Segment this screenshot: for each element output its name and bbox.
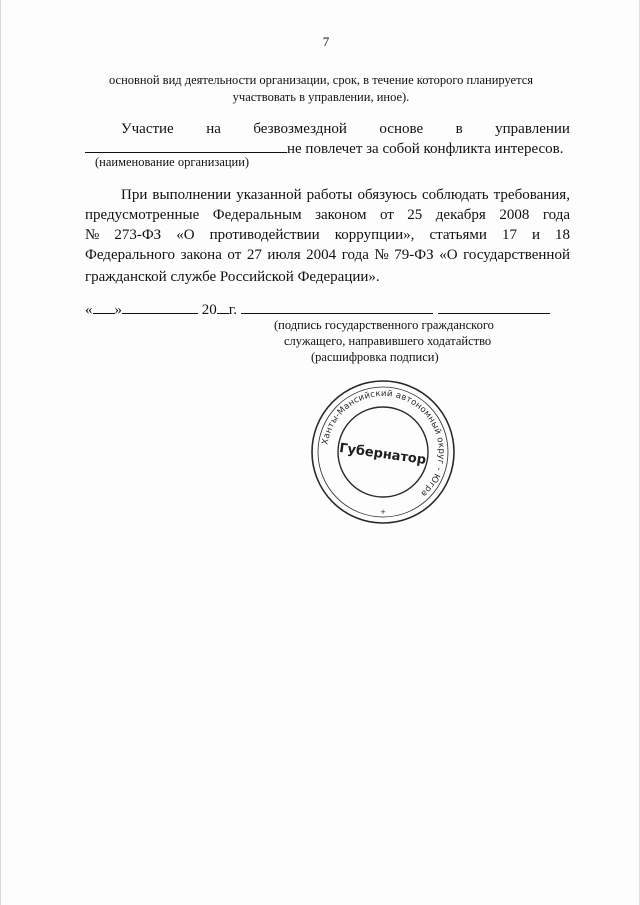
obligation-word: 18: [555, 227, 570, 243]
obligation-line-3: [85, 227, 570, 244]
obligation-word: 17: [501, 227, 517, 243]
year-blank: [217, 301, 229, 314]
signature-caption-line-3: (расшифровка подписи): [311, 350, 439, 364]
signature-caption-line-1: (подпись государственного гражданского: [274, 318, 494, 332]
obligation-word: №: [85, 227, 100, 243]
year-prefix: 20: [201, 302, 217, 318]
obligation-word: обязуюсь: [357, 187, 417, 203]
day-blank: [93, 301, 115, 314]
obligation-word: от: [379, 207, 394, 223]
obligation-word: Федерального: [85, 247, 176, 263]
obligation-word: 2008: [499, 207, 530, 223]
obligation-word: работы: [306, 187, 353, 203]
date-signature-line: [85, 300, 550, 320]
obligation-word: При: [121, 187, 148, 203]
obligation-word: законом: [315, 207, 367, 223]
date-open-quote: «: [85, 302, 93, 318]
obligation-word: июля: [267, 247, 301, 263]
obligation-word: Федеральным: [212, 207, 302, 223]
obligation-line-2: [85, 207, 570, 224]
organization-name-blank: [85, 138, 287, 153]
participation-first-line: [121, 121, 570, 138]
obligation-line-5: гражданской службе Российской Федерации».: [85, 269, 380, 285]
obligation-word: противодействии: [209, 227, 320, 243]
organization-name-caption: (наименование организации): [95, 155, 250, 169]
participation-word: управлении: [495, 121, 570, 137]
obligation-line-1: [121, 187, 570, 204]
obligation-word: соблюдать: [421, 187, 489, 203]
continuation-line-1: основной вид деятельности организации, срок, в течение которого планируется: [108, 73, 534, 87]
signature-caption-line-2: служащего, направившего ходатайство: [284, 334, 492, 348]
year-suffix: г.: [228, 302, 237, 318]
obligation-word: предусмотренные: [85, 207, 200, 223]
obligation-word: закона: [180, 247, 222, 263]
obligation-word: государственной: [463, 247, 570, 263]
participation-word: в: [455, 121, 463, 137]
stamp-mark: +: [380, 508, 386, 516]
governor-stamp: [309, 378, 457, 526]
obligation-word: декабря: [435, 207, 486, 223]
obligation-word: года: [542, 207, 570, 223]
obligation-word: 2004: [306, 247, 337, 263]
stamp-center-text: Губернатор: [338, 440, 428, 468]
date-close-quote: »: [114, 302, 122, 318]
participation-tail: не повлечет за собой конфликта интересов.: [287, 141, 564, 157]
signature-blank: [241, 301, 433, 314]
obligation-word: года: [341, 247, 369, 263]
stamp-graphic: [309, 378, 457, 526]
obligation-word: статьями: [429, 227, 487, 243]
obligation-word: 79-ФЗ: [394, 247, 434, 263]
participation-word: безвозмездной: [253, 121, 347, 137]
participation-word: Участие: [121, 121, 174, 137]
obligation-word: от: [227, 247, 242, 263]
signature-decoding-blank: [438, 301, 550, 314]
obligation-word: и: [531, 227, 540, 243]
obligation-word: 27: [246, 247, 262, 263]
participation-word: основе: [379, 121, 424, 137]
month-blank: [122, 301, 198, 314]
obligation-word: выполнении: [152, 187, 232, 203]
obligation-word: 273-ФЗ: [114, 227, 162, 243]
obligation-word: «О: [439, 247, 458, 263]
obligation-word: указанной: [236, 187, 302, 203]
continuation-line-2: участвовать в управлении, иное).: [232, 90, 410, 104]
obligation-word: «О: [176, 227, 195, 243]
obligation-word: 25: [407, 207, 423, 223]
page-number: 7: [322, 34, 330, 49]
participation-word: на: [206, 121, 221, 137]
obligation-word: коррупции»,: [334, 227, 415, 243]
obligation-word: №: [374, 247, 389, 263]
obligation-word: требования,: [493, 187, 570, 203]
obligation-line-4: [85, 247, 570, 264]
stamp-ring-text: Ханты-Мансийский автономный округ - Югра: [320, 388, 447, 499]
